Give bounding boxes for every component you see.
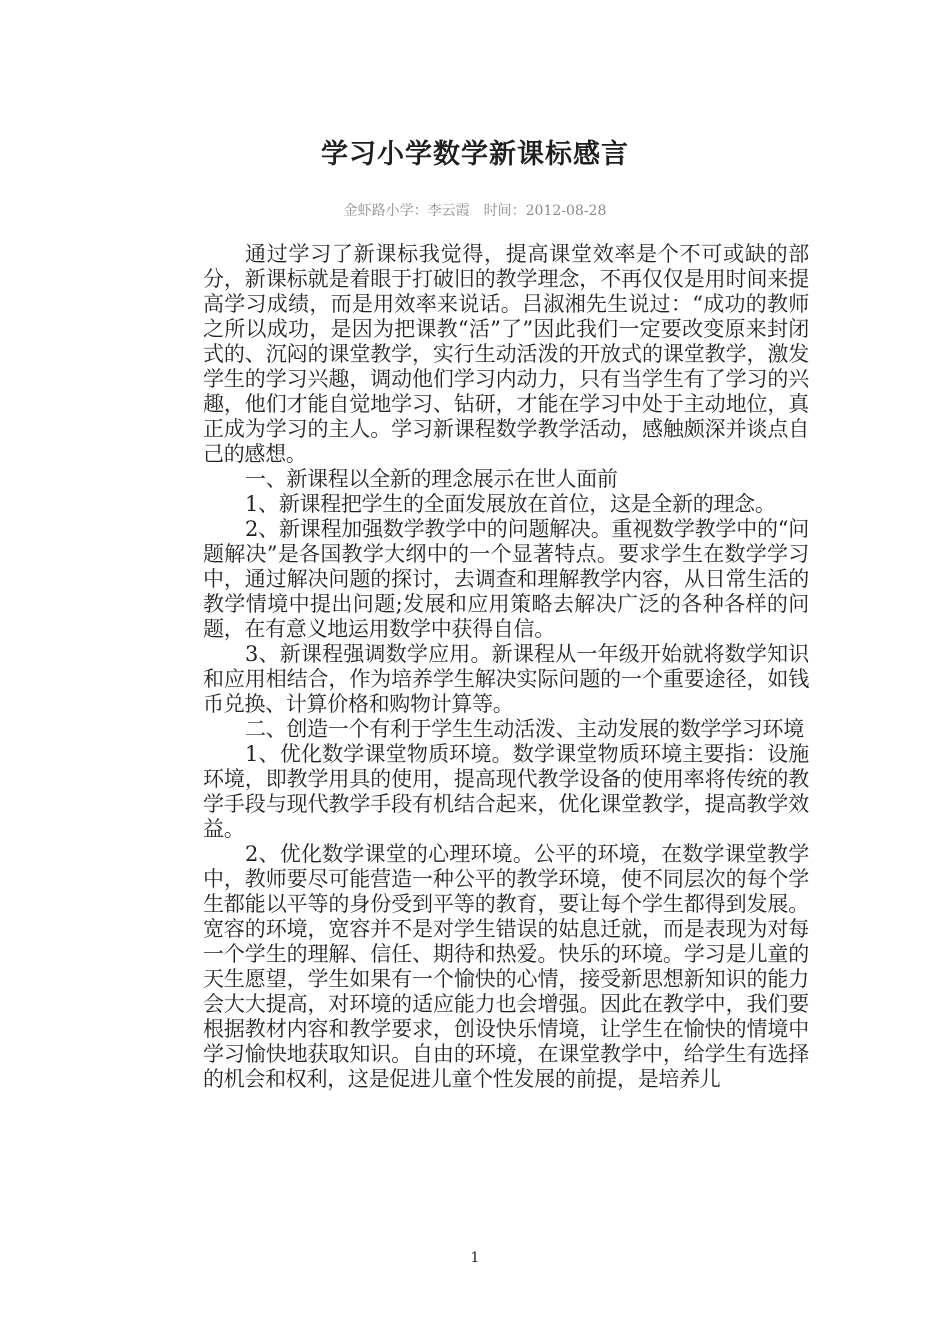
document-body <box>203 242 809 1092</box>
document-title: 学习小学数学新课标感言 <box>321 139 629 170</box>
paragraph: 通过学习了新课标我觉得，提高课堂效率是个不可或缺的部分，新课标就是着眼于打破旧的教学理念，不再仅仅是用时间来提高学习成绩，而是用效率来说话。吕淑湘先生说过：“成功的教师之所以成功，是因为把课教“活”了”因此我们一定要改变原来封闭式的、沉闷的课堂教学，实行生动活泼的开放式的课堂教学，激发学生的学习兴趣，调动他们学习内动力，只有当学生有了学习的兴趣，他们才能自觉地学习、钻研，才能在学习中处于主动地位，真正成为学习的主人。学习新课程数学教学活动，感触颇深并谈点自己的感想。 <box>203 242 809 466</box>
paragraph: 3、新课程强调数学应用。新课程从一年级开始就将数学知识和应用相结合，作为培养学生解决实际问题的一个重要途径，如钱币兑换、计算价格和购物计算等。 <box>203 642 809 716</box>
paragraph: 2、新课程加强数学教学中的问题解决。重视数学教学中的“问题解决”是各国教学大纲中的一个显著特点。要求学生在数学学习中，通过解决问题的探讨，去调查和理解教学内容，从日常生活的教学情境中提出问题;发展和应用策略去解决广泛的各种各样的问题，在有意义地运用数学中获得自信。 <box>203 517 809 641</box>
document-meta: 金虾路小学：李云霞 时间：2012-08-28 <box>343 203 607 219</box>
section-heading: 二、创造一个有利于学生生动活泼、主动发展的数学学习环境 <box>245 717 804 741</box>
paragraph: 1、优化数学课堂物质环境。数学课堂物质环境主要指：设施环境，即教学用具的使用，提高现代教学设备的使用率将传统的教学手段与现代教学手段有机结合起来，优化课堂教学，提高教学效益。 <box>203 742 809 841</box>
section-heading: 一、新课程以全新的理念展示在世人面前 <box>245 467 618 491</box>
page-number: 1 <box>470 1250 480 1266</box>
paragraph: 1、新课程把学生的全面发展放在首位，这是全新的理念。 <box>245 492 776 516</box>
paragraph: 2、优化数学课堂的心理环境。公平的环境，在数学课堂教学中，教师要尽可能营造一种公平的教学环境，使不同层次的每个学生都能以平等的身份受到平等的教育，要让每个学生都得到发展。宽容的环境，宽容并不是对学生错误的姑息迁就，而是表现为对每一个学生的理解、信任、期待和热爱。快乐的环境。学习是儿童的天生愿望，学生如果有一个愉快的心情，接受新思想新知识的能力会大大提高，对环境的适应能力也会增强。因此在教学中，我们要根据教材内容和教学要求，创设快乐情境，让学生在愉快的情境中学习愉快地获取知识。自由的环境，在课堂教学中，给学生有选择的机会和权利，这是促进儿童个性发展的前提，是培养儿 <box>203 842 809 1091</box>
